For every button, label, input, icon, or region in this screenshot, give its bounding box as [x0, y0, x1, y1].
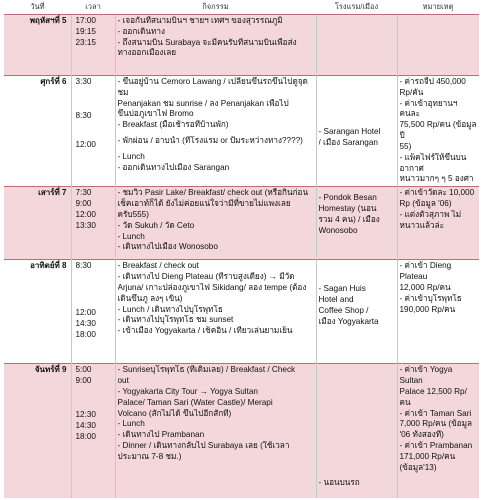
- notes-cell: [397, 260, 479, 364]
- time-line: 14:30: [75, 420, 96, 430]
- activity-line: - เข้าเมือง Yogyakarta / เช็คอิน / เที่ยวเล่นยามเย็น: [117, 326, 293, 336]
- activity-cell: [115, 187, 316, 260]
- header-notes: หมายเหตุ: [397, 0, 479, 15]
- note-line: - ค่าเข้า Dieng Plateau: [399, 261, 452, 282]
- activity-line: - Lunch: [117, 419, 145, 429]
- time-line: 8:30: [75, 261, 92, 271]
- activity-cell: [115, 364, 316, 499]
- notes-cell: [397, 76, 479, 187]
- hotel-cell: [316, 364, 397, 499]
- table-row: [4, 260, 479, 364]
- day-cell: เสาร์ที่ 7: [4, 187, 71, 260]
- hotel-line: Hotel and: [318, 295, 354, 305]
- note-line: Rp (ข้อมูล '06): [399, 199, 452, 209]
- day-cell: พฤหัสฯที่ 5: [4, 15, 71, 76]
- notes-cell: [397, 187, 479, 260]
- table-row: [4, 76, 479, 187]
- activity-line: - Breakfast (มื้อเช้ารอที่บ้านพัก): [117, 120, 229, 130]
- table-row: [4, 15, 479, 76]
- hotel-line: เมือง Yogyakarta: [318, 316, 379, 326]
- activity-line: เดินขึ้นภู ลงๆ เขิน): [117, 293, 183, 303]
- activity-line: - เจอกันที่สนามบินฯ ชายฯ เทศฯ ของสุวรรณภูมิ: [117, 16, 283, 25]
- itinerary-table: [4, 0, 479, 498]
- time-cell: [71, 260, 115, 364]
- time-line: 23:15: [75, 37, 96, 47]
- note-line: - ค่าเข้า Yogya Sultan: [399, 365, 453, 386]
- note-line: - ค่าเข้าอุทยานฯ คนละ: [399, 98, 458, 119]
- hotel-line: - Sarangan Hotel: [318, 127, 381, 136]
- note-line: 171,000 Rp/คน: [399, 451, 456, 461]
- activity-line: - Yogyakarta City Tour → Yogya Sultan: [117, 386, 258, 396]
- activity-line: - ถึงสนามบิน Surabaya จะมีคนรับที่สนามบินเพื่อส่ง: [117, 37, 297, 47]
- note-line: หนาวแล้วล่ะ: [399, 220, 444, 230]
- activity-line: - เดินทางไปเมือง Wonosobo: [117, 242, 218, 252]
- table-row: [4, 187, 479, 260]
- hotel-line: รวม 4 คน) / เมือง: [318, 214, 380, 224]
- activity-line: - ออกเดินทาง: [117, 26, 165, 36]
- activity-line: - วัด Sukuh / วัด Ceto: [117, 220, 195, 230]
- activity-line: - Sunriseบุโรพุทโธ (ที่เดิมเลย) / Breakfast / Check: [117, 365, 296, 375]
- header-day: วันที่: [4, 0, 71, 15]
- notes-cell: [397, 364, 479, 499]
- itinerary-sheet: [4, 0, 479, 498]
- note-line: 75,500 Rp/คน (ข้อมูลปี: [399, 120, 477, 141]
- note-line: - ค่ารถจี๊ป 450,000: [399, 77, 466, 86]
- note-line: - ค่าเข้าวัดละ 10,000: [399, 188, 475, 198]
- time-line: 7:30: [75, 188, 92, 198]
- hotel-cell: [316, 15, 397, 76]
- activity-line: out: [117, 376, 129, 386]
- note-line: - ค่าเข้า Taman Sari: [399, 408, 472, 418]
- day-cell: จันทร์ที่ 9: [4, 364, 71, 499]
- hotel-cell: [316, 260, 397, 364]
- time-line: 12:30: [75, 409, 96, 419]
- note-line: หนาวมากๆ ๆ 5 องศา: [399, 174, 474, 184]
- time-line: 8:30: [75, 110, 92, 120]
- time-line: 12:00: [75, 209, 96, 219]
- hotel-line: Coffee Shop /: [318, 305, 369, 315]
- activity-line: ประมาณ 7-8 ชม.): [117, 451, 182, 461]
- hotel-line: Homestay (นอน: [318, 204, 377, 214]
- activity-line: Palace/ Taman Sari (Water Castle)/ Merapi: [117, 397, 273, 407]
- note-line: 190,000 Rp/คน: [399, 304, 456, 314]
- hotel-line: / เมือง Sarangan: [318, 137, 378, 147]
- time-line: 18:00: [75, 329, 96, 339]
- activity-line: Volcano (สักไม่ได้ ขึ้นไปอีกสักที): [117, 408, 232, 418]
- note-line: Palace 12,500 Rp/: [399, 386, 467, 396]
- note-line: 7,000 Rp/คน (ข้อมูล: [399, 419, 473, 429]
- activity-line: - เดินทางไป Dieng Plateau (ที่ราบสูงเดียง) → มีวัด: [117, 272, 295, 282]
- hotel-line: - นอนบนรถ: [318, 478, 360, 488]
- activity-line: - ออกเดินทางไปเมือง Sarangan: [117, 162, 230, 172]
- day-cell: อาทิตย์ที่ 8: [4, 260, 71, 364]
- note-line: - แต่งตัวสุภาพ ไม่: [399, 209, 462, 219]
- activity-line: Arjuna/ เกาะปล่องภูเขาไฟ Sikidang/ ลอง tempe (ต้อง: [117, 282, 307, 292]
- activity-line: - ชมวิว Pasir Lake/ Breakfast/ check out (หรือกินก่อนเช็คเอาท์ก็ได้ ยังไม่ค่อยแน่ใจว่ามีที่ขายไม่แพงเลยครับ555): [117, 188, 309, 219]
- time-line: 17:00: [75, 16, 96, 25]
- time-line: 12:00: [75, 139, 96, 149]
- activity-cell: [115, 76, 316, 187]
- activity-line: - เดินทางไปบุโรพุทโธ ชม sunset: [117, 315, 234, 325]
- time-line: 9:00: [75, 376, 92, 386]
- activity-line: - Lunch / เดินทางไปบุโรพุทโธ: [117, 304, 223, 314]
- activity-line: - เดินทางไป Prambanan: [117, 430, 205, 440]
- activity-line: ทางออกเมืองเลย: [117, 48, 177, 58]
- day-cell: ศุกร์ที่ 6: [4, 76, 71, 187]
- note-line: 12,000 Rp/คน: [399, 282, 451, 292]
- time-cell: [71, 364, 115, 499]
- note-line: Rp/คัน: [399, 87, 424, 97]
- activity-line: Penanjakan ชม sunrise / ลง Penanjakan เพื่อไป: [117, 98, 289, 108]
- time-cell: [71, 76, 115, 187]
- note-line: - ค่าเข้าบุโรพุทโธ: [399, 293, 462, 303]
- activity-cell: [115, 260, 316, 364]
- activity-line: - Lunch: [117, 231, 145, 241]
- time-line: 3:30: [75, 77, 92, 86]
- activity-line: - Breakfast / check out: [117, 261, 199, 271]
- time-cell: [71, 15, 115, 76]
- note-line: (ข้อมูล'13): [399, 462, 437, 472]
- note-line: คน: [399, 397, 411, 407]
- hotel-cell: [316, 187, 397, 260]
- note-line: 55): [399, 141, 412, 151]
- note-line: - แพ็คไฟร์ให้ขึ้นบนอากาศ: [399, 152, 467, 173]
- note-line: '06 ทั้งสองที่): [399, 430, 444, 440]
- time-line: 14:30: [75, 318, 96, 328]
- time-line: 13:30: [75, 220, 96, 230]
- header-activity: กิจกรรม: [115, 0, 316, 15]
- activity-line: - พักผ่อน / อาบน้ำ (ที่โรงแรม or ปั๊มระหว่างทาง????): [117, 136, 303, 146]
- time-line: 5:00: [75, 365, 92, 375]
- time-line: 12:00: [75, 308, 96, 318]
- table-row: [4, 364, 479, 499]
- activity-line: - Lunch: [117, 151, 145, 161]
- time-cell: [71, 187, 115, 260]
- time-line: 19:15: [75, 26, 96, 36]
- time-line: 18:00: [75, 431, 96, 441]
- activity-cell: [115, 15, 316, 76]
- hotel-line: - Sagan Huis: [318, 284, 366, 294]
- hotel-line: - Pondok Besan: [318, 193, 377, 203]
- activity-line: - Dinner / เดินทางกลับไป Surabaya เลย (ใช้เวลา: [117, 441, 290, 451]
- time-line: 9:00: [75, 199, 92, 209]
- activity-line: - ขึ้นอยู่บ้าน Cemoro Lawang / เปลี่ยนขึ้นรถขึ้นไปดูจุดชม: [117, 77, 308, 97]
- hotel-cell: [316, 76, 397, 187]
- header-hotel: โรงแรม/เมือง: [316, 0, 397, 15]
- note-line: - ค่าเข้า Prambanan: [399, 441, 473, 451]
- notes-cell: [397, 15, 479, 76]
- header-time: เวลา: [71, 0, 115, 15]
- hotel-line: Wonosobo: [318, 225, 358, 235]
- activity-line: ขึ้นบ่อภูเขาไฟ Bromo: [117, 109, 194, 119]
- header-row: [4, 0, 479, 15]
